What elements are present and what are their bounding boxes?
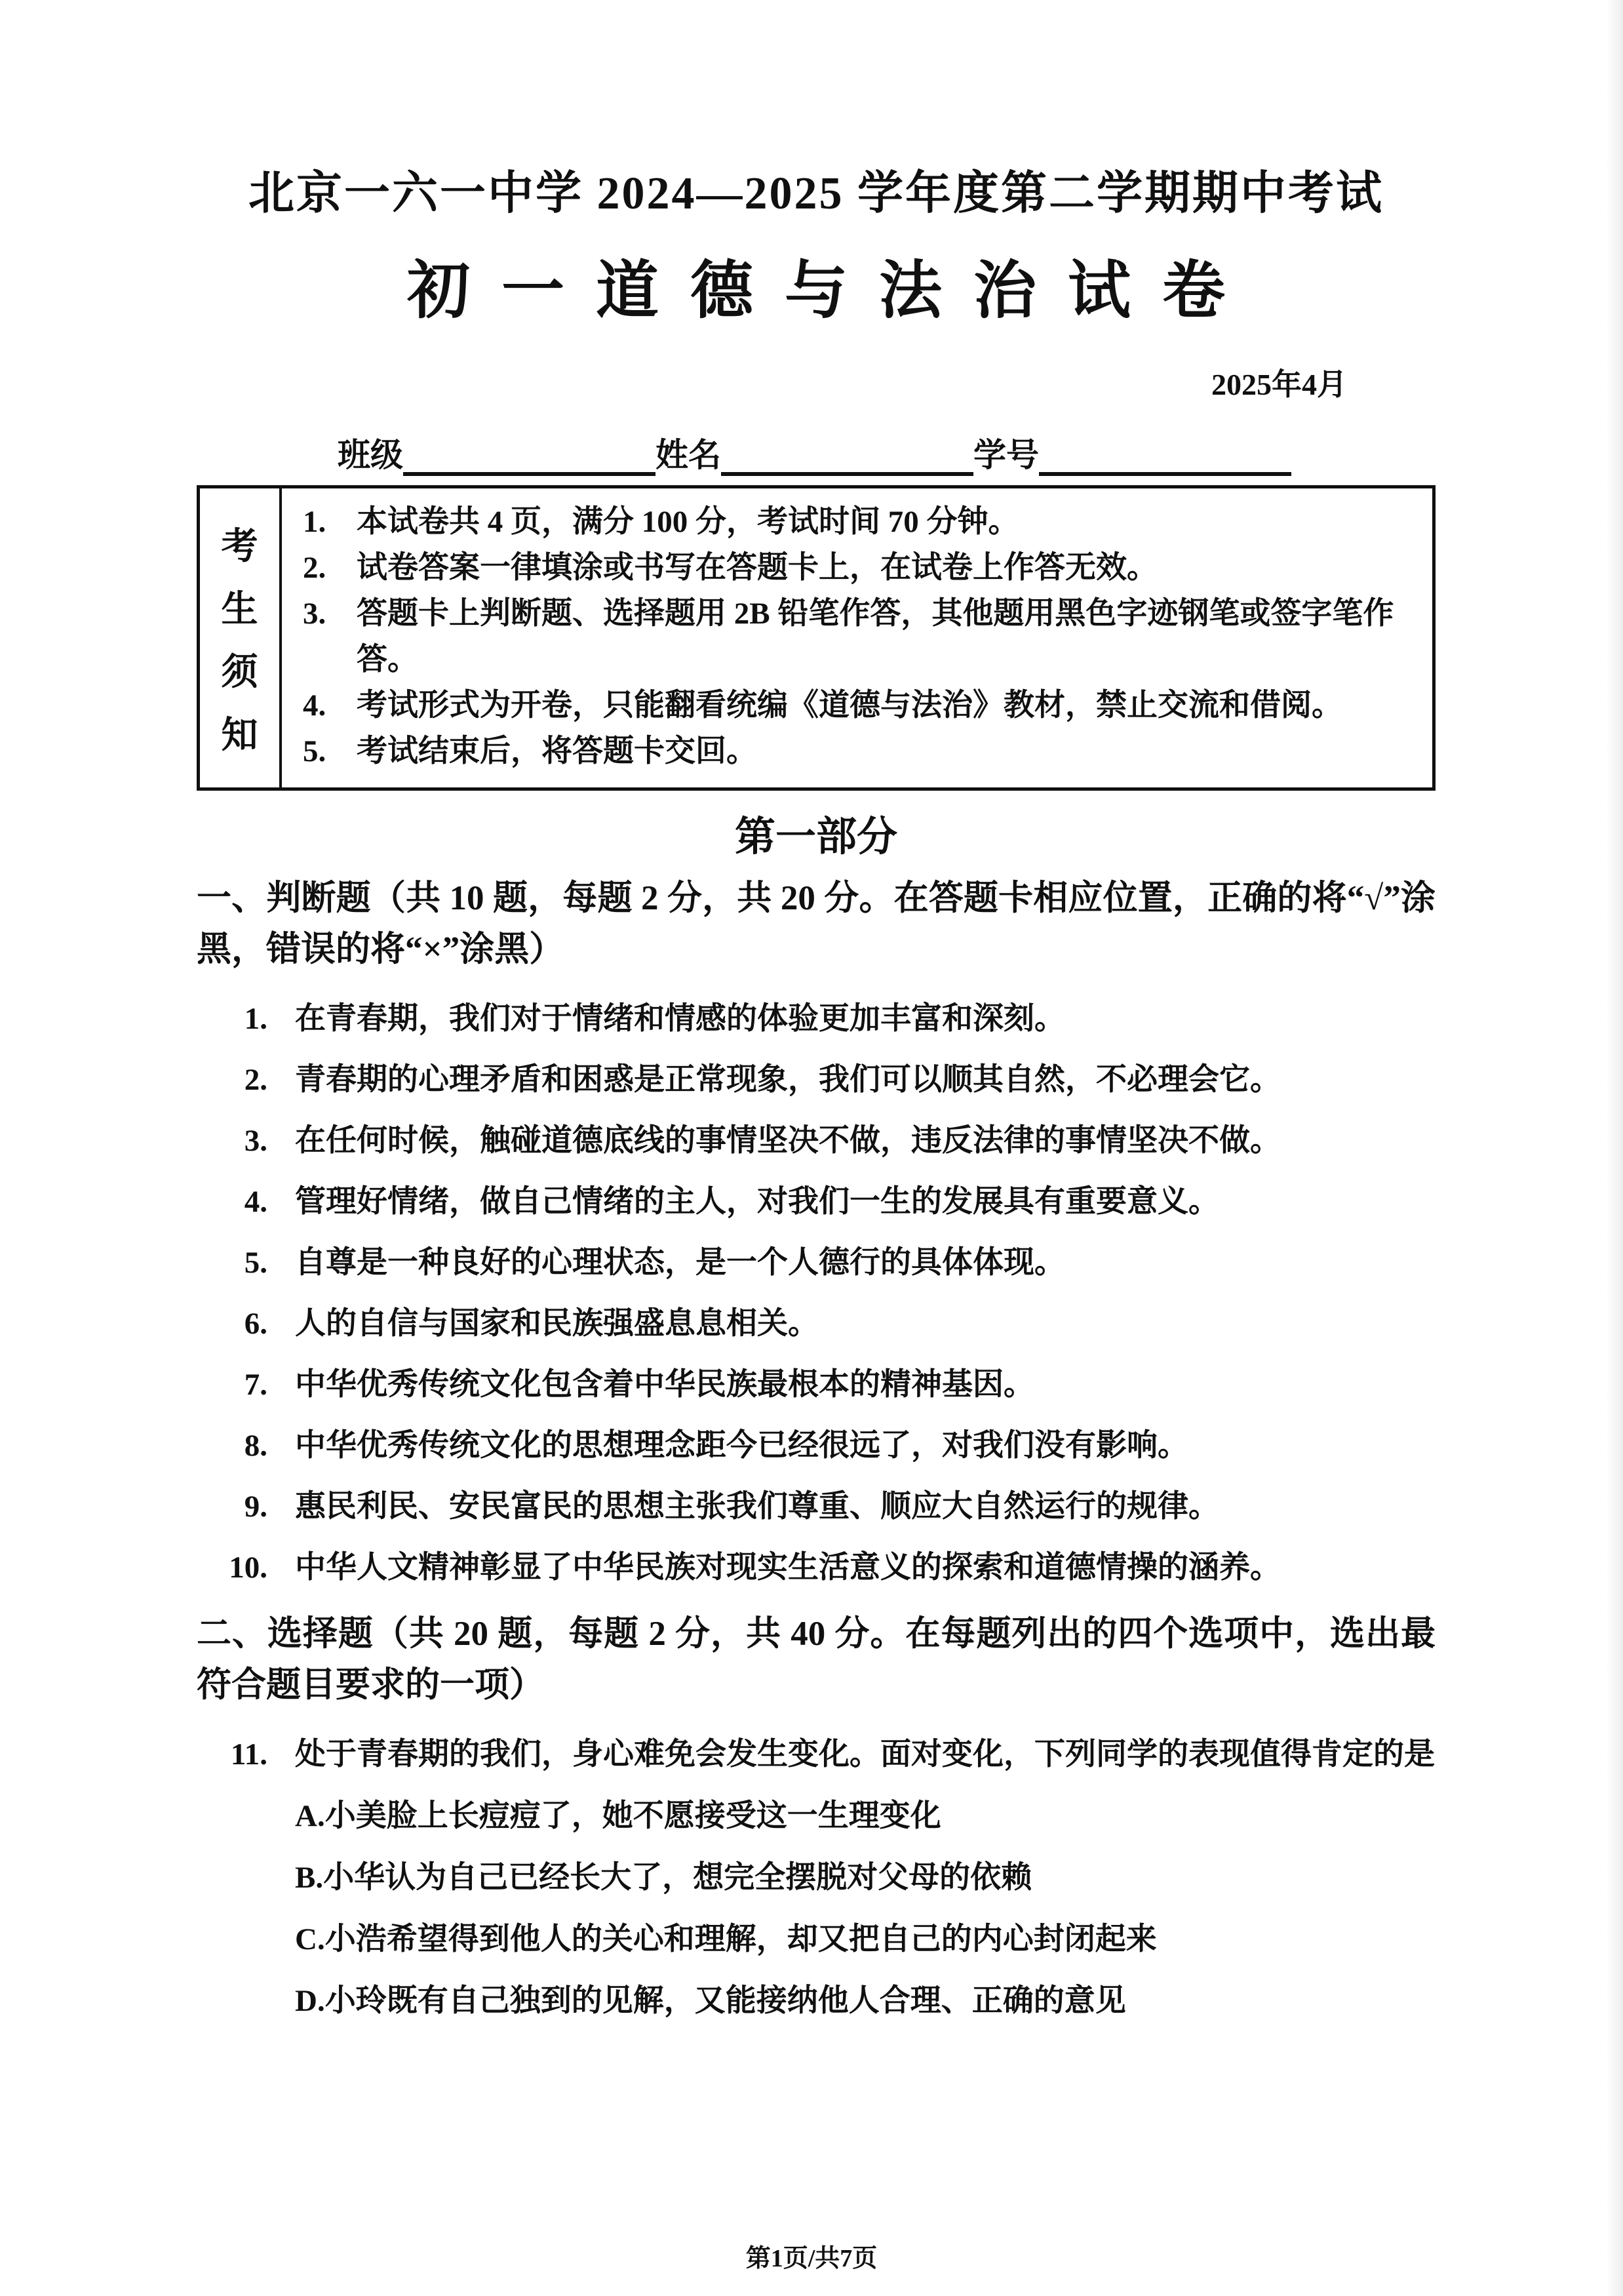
judgement-item — [197, 1490, 1436, 1524]
question-11 — [197, 1737, 1436, 2018]
judgement-item-text: 自尊是一种良好的心理状态，是一个人德行的具体体现。 — [295, 1246, 1065, 1280]
notice-side-char: 须 — [221, 652, 258, 693]
option-d: D.小玲既有自己独到的见解，又能接纳他人合理、正确的意见 — [295, 1984, 1126, 2018]
judgement-item-text: 人的自信与国家和民族强盛息息相关。 — [295, 1307, 819, 1341]
option-c: C.小浩希望得到他人的关心和理解，却又把自己的内心封闭起来 — [295, 1922, 1157, 1956]
judgement-item — [197, 1002, 1436, 1036]
question-number: 11. — [230, 1737, 267, 1771]
id-blank — [1039, 438, 1291, 476]
notice-item-text: 试卷答案一律填涂或书写在答题卡上，在试卷上作答无效。 — [357, 551, 1158, 585]
class-blank — [403, 438, 655, 476]
judgement-item-number: 3. — [244, 1124, 267, 1158]
notice-item — [303, 591, 1403, 683]
notice-side-char: 知 — [221, 715, 258, 756]
judgement-item — [197, 1368, 1436, 1402]
notice-side-char: 生 — [221, 589, 258, 630]
option-a: A.小美脸上长痘痘了，她不愿接受这一生理变化 — [295, 1799, 941, 1833]
judgement-item-text: 青春期的心理矛盾和困惑是正常现象，我们可以顺其自然，不必理会它。 — [295, 1063, 1281, 1097]
notice-item-number: 3. — [303, 597, 326, 631]
page-title-line2: 初一道德与法治试卷 — [407, 256, 1257, 326]
judgement-item-number: 4. — [244, 1185, 267, 1219]
judgement-item — [197, 1246, 1436, 1280]
judgement-item-text: 管理好情绪，做自己情绪的主人，对我们一生的发展具有重要意义。 — [295, 1185, 1219, 1219]
judgement-item — [197, 1124, 1436, 1158]
judgement-item-text: 在任何时候，触碰道德底线的事情坚决不做，违反法律的事情坚决不做。 — [295, 1124, 1281, 1158]
judgement-item-number: 9. — [244, 1490, 267, 1524]
notice-item-number: 4. — [303, 688, 326, 722]
question-stem: 处于青春期的我们，身心难免会发生变化。面对变化，下列同学的表现值得肯定的是 — [295, 1737, 1435, 1771]
judgement-item-number: 7. — [244, 1368, 267, 1402]
page-title-line1: 北京一六一中学 2024—2025 学年度第二学期期中考试 — [248, 168, 1384, 219]
judgement-item-number: 1. — [244, 1002, 267, 1036]
notice-item-number: 5. — [303, 734, 326, 768]
judgement-item-number: 8. — [244, 1429, 267, 1463]
section1-heading: 一、判断题（共 10 题，每题 2 分，共 20 分。在答题卡相应位置，正确的将“√”涂黑，错误的将“×”涂黑） — [197, 879, 1436, 968]
judgement-item — [197, 1063, 1436, 1097]
judgement-item-text: 中华优秀传统文化的思想理念距今已经很远了，对我们没有影响。 — [295, 1429, 1188, 1463]
notice-item-number: 2. — [303, 551, 326, 585]
option-b: B.小华认为自己已经长大了，想完全摆脱对父母的依赖 — [295, 1861, 1032, 1895]
judgement-item-number: 10. — [229, 1551, 267, 1585]
name-blank — [721, 438, 973, 476]
judgement-item-text: 在青春期，我们对于情绪和情感的体验更加丰富和深刻。 — [295, 1002, 1065, 1036]
judgement-item-text: 惠民利民、安民富民的思想主张我们尊重、顺应大自然运行的规律。 — [295, 1490, 1219, 1524]
name-label: 姓名 — [655, 437, 721, 473]
notice-item-text: 考试形式为开卷，只能翻看统编《道德与法治》教材，禁止交流和借阅。 — [357, 688, 1342, 722]
candidate-notice-box — [197, 485, 1436, 791]
judgement-item-number: 6. — [244, 1307, 267, 1341]
part1-heading: 第一部分 — [734, 815, 897, 860]
scan-edge-artifact — [1606, 0, 1623, 2296]
notice-list — [282, 488, 1432, 787]
exam-date: 2025年4月 — [1211, 368, 1347, 401]
notice-item-number: 1. — [303, 505, 326, 539]
notice-side-char: 考 — [221, 526, 258, 567]
judgement-item — [197, 1185, 1436, 1219]
notice-item — [303, 499, 1403, 545]
notice-item-text: 本试卷共 4 页，满分 100 分，考试时间 70 分钟。 — [357, 505, 1019, 539]
id-label: 学号 — [973, 437, 1039, 473]
notice-item-text: 答题卡上判断题、选择题用 2B 铅笔作答，其他题用黑色字迹钢笔或签字笔作答。 — [357, 597, 1394, 677]
notice-item — [303, 545, 1403, 591]
notice-side-label — [200, 488, 282, 787]
notice-item-text: 考试结束后，将答题卡交回。 — [357, 734, 757, 768]
judgement-item-number: 5. — [244, 1246, 267, 1280]
class-label: 班级 — [338, 437, 403, 473]
judgement-item-text: 中华人文精神彰显了中华民族对现实生活意义的探索和道德情操的涵养。 — [295, 1551, 1281, 1585]
notice-item — [303, 683, 1403, 728]
page-footer: 第1页/共7页 — [745, 2245, 878, 2272]
judgement-item-text: 中华优秀传统文化包含着中华民族最根本的精神基因。 — [295, 1368, 1034, 1402]
section2-heading: 二、选择题（共 20 题，每题 2 分，共 40 分。在每题列出的四个选项中，选出最符合题目要求的一项） — [197, 1615, 1436, 1704]
judgement-item — [197, 1551, 1436, 1585]
student-info-row — [197, 429, 1436, 476]
notice-item — [303, 728, 1403, 774]
judgement-item-number: 2. — [244, 1063, 267, 1097]
judgement-item — [197, 1429, 1436, 1463]
judgement-item — [197, 1307, 1436, 1341]
judgement-list — [197, 1002, 1436, 1585]
question-stem-row — [197, 1737, 1436, 1771]
